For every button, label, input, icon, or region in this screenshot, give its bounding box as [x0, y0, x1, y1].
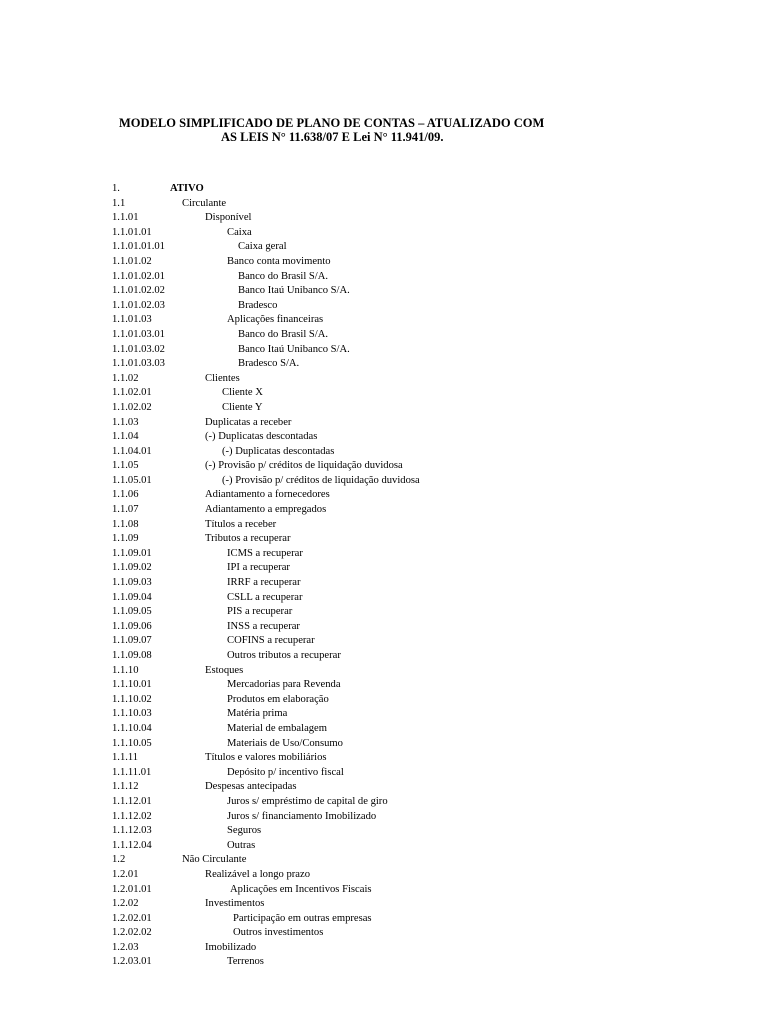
account-code: 1.1.01.02.03 [112, 299, 165, 311]
account-code: 1.1.10.02 [112, 693, 152, 705]
account-row [112, 824, 672, 839]
account-code: 1.1.10 [112, 664, 139, 676]
account-row [112, 401, 672, 416]
account-name: Despesas antecipadas [205, 781, 297, 793]
account-code: 1.2.03 [112, 941, 139, 953]
account-row [112, 182, 672, 197]
account-name: Banco do Brasil S/A. [238, 270, 329, 282]
account-row [112, 839, 672, 854]
account-name: Bradesco S/A. [238, 358, 300, 370]
account-row [112, 284, 672, 299]
account-name: Disponível [205, 212, 252, 224]
account-code: 1.1.01.03.02 [112, 343, 165, 355]
account-row [112, 795, 672, 810]
account-code: 1.1.12.01 [112, 795, 152, 807]
account-row [112, 634, 672, 649]
account-row [112, 955, 672, 970]
account-code: 1.1.02.01 [112, 387, 152, 399]
account-code: 1.1.09.08 [112, 650, 152, 661]
account-row [112, 576, 672, 591]
account-name: IPI a recuperar [227, 562, 290, 574]
account-name: Aplicações financeiras [227, 314, 324, 326]
account-code: 1.1.10.03 [112, 708, 152, 720]
chart-of-accounts [112, 182, 672, 970]
account-name: (-) Duplicatas descontadas [205, 431, 318, 443]
account-row [112, 416, 672, 431]
account-row [112, 561, 672, 576]
account-code: 1.1.06 [112, 489, 139, 501]
account-row [112, 941, 672, 956]
account-row [112, 605, 672, 620]
account-code: 1.1.11.01 [112, 766, 152, 778]
account-name: Banco do Brasil S/A. [238, 328, 329, 340]
account-name: Adiantamento a empregados [205, 504, 327, 516]
account-code: 1.2.02 [112, 898, 139, 910]
account-code: 1.1.03 [112, 416, 139, 428]
account-row [112, 737, 672, 752]
account-name: Clientes [205, 372, 240, 384]
account-code: 1.1.12.03 [112, 825, 152, 837]
account-name: Depósito p/ incentivo fiscal [227, 766, 344, 778]
account-name: COFINS a recuperar [227, 635, 315, 647]
account-name: CSLL a recuperar [227, 591, 303, 603]
account-row [112, 197, 672, 212]
account-name: Investimentos [205, 898, 265, 910]
account-code: 1.1.01.03 [112, 314, 152, 326]
account-row [112, 474, 672, 489]
account-code: 1.1 [112, 197, 126, 209]
account-name: (-) Duplicatas descontadas [222, 445, 335, 457]
account-name: Juros s/ empréstimo de capital de giro [227, 795, 388, 807]
account-code: 1.1.09.07 [112, 635, 152, 647]
account-name: Outras [227, 839, 256, 851]
account-name: Banco conta movimento [227, 255, 331, 267]
account-code: 1.1.01.03.03 [112, 358, 165, 370]
account-row [112, 299, 672, 314]
account-name: (-) Provisão p/ créditos de liquidação duvidosa [222, 474, 420, 486]
account-name: Títulos e valores mobiliários [205, 752, 327, 764]
account-name: Realizável a longo prazo [205, 868, 311, 880]
account-row [112, 372, 672, 387]
account-code: 1.1.01.01 [112, 226, 152, 238]
account-name: PIS a recuperar [227, 606, 293, 618]
account-name: Cliente Y [222, 401, 263, 413]
account-code: 1.1.09.05 [112, 606, 152, 618]
account-row [112, 591, 672, 606]
account-name: Caixa [227, 226, 252, 238]
account-row [112, 488, 672, 503]
account-row [112, 693, 672, 708]
account-row [112, 678, 672, 693]
account-code: 1.1.10.01 [112, 679, 152, 691]
account-row [112, 255, 672, 270]
account-name: Bradesco [238, 299, 278, 311]
account-name: Produtos em elaboração [227, 693, 329, 705]
account-row [112, 810, 672, 825]
account-code: 1.1.08 [112, 518, 139, 530]
account-code: 1.1.07 [112, 504, 139, 516]
account-name: Banco Itaú Unibanco S/A. [238, 343, 350, 355]
account-name: Materiais de Uso/Consumo [227, 737, 343, 749]
account-code: 1.1.10.04 [112, 722, 152, 734]
account-name: ICMS a recuperar [227, 547, 303, 559]
account-row [112, 503, 672, 518]
account-name: INSS a recuperar [227, 620, 300, 632]
account-row [112, 226, 672, 241]
account-row [112, 313, 672, 328]
account-row [112, 649, 672, 664]
account-code: 1.1.10.05 [112, 737, 152, 749]
account-row [112, 270, 672, 285]
account-code: 1.2.02.01 [112, 912, 152, 924]
account-name: Participação em outras empresas [233, 912, 372, 924]
account-code: 1.1.09.03 [112, 577, 152, 589]
account-code: 1. [112, 183, 120, 194]
account-code: 1.1.02.02 [112, 401, 152, 413]
account-name: Cliente X [222, 387, 263, 399]
account-name: Terrenos [227, 956, 264, 968]
account-code: 1.1.09.02 [112, 562, 152, 574]
account-code: 1.1.01.02 [112, 255, 152, 267]
account-row [112, 853, 672, 868]
account-code: 1.1.09.04 [112, 591, 152, 603]
account-row [112, 211, 672, 226]
account-name: Aplicações em Incentivos Fiscais [230, 883, 372, 895]
account-name: Matéria prima [227, 708, 288, 720]
account-code: 1.1.09.06 [112, 620, 152, 632]
account-code: 1.1.04 [112, 431, 139, 443]
title-line-1: MODELO SIMPLIFICADO DE PLANO DE CONTAS – ATUALIZADO COM [119, 116, 545, 130]
account-name: Estoques [205, 664, 244, 676]
account-row [112, 664, 672, 679]
account-row [112, 707, 672, 722]
account-code: 1.1.12 [112, 781, 139, 793]
account-code: 1.1.12.04 [112, 839, 152, 851]
account-name: Juros s/ financiamento Imobilizado [227, 810, 377, 822]
account-name: Mercadorias para Revenda [227, 679, 341, 691]
account-row [112, 518, 672, 533]
account-name: (-) Provisão p/ créditos de liquidação duvidosa [205, 460, 403, 472]
account-name: Imobilizado [205, 941, 257, 953]
account-name: Tributos a recuperar [205, 533, 291, 545]
account-row [112, 751, 672, 766]
account-row [112, 766, 672, 781]
account-code: 1.2.03.01 [112, 956, 152, 968]
account-row [112, 722, 672, 737]
account-code: 1.1.01.03.01 [112, 328, 165, 340]
account-row [112, 430, 672, 445]
account-row [112, 357, 672, 372]
account-row [112, 240, 672, 255]
account-name: ATIVO [170, 183, 204, 194]
account-row [112, 547, 672, 562]
account-row [112, 897, 672, 912]
account-code: 1.1.02 [112, 372, 139, 384]
account-row [112, 883, 672, 898]
title-line-2: AS LEIS N° 11.638/07 E Lei N° 11.941/09. [221, 130, 444, 144]
account-name: Duplicatas a receber [205, 416, 292, 428]
account-name: Adiantamento a fornecedores [205, 489, 330, 501]
account-code: 1.2.01.01 [112, 883, 152, 895]
account-code: 1.1.01.02.02 [112, 285, 165, 297]
account-row [112, 912, 672, 927]
account-row [112, 926, 672, 941]
account-code: 1.1.01 [112, 212, 139, 224]
account-name: Material de embalagem [227, 722, 328, 734]
account-code: 1.1.05 [112, 460, 139, 472]
account-name: Seguros [227, 825, 262, 837]
account-row [112, 780, 672, 795]
account-name: Circulante [182, 197, 227, 209]
account-row [112, 868, 672, 883]
account-code: 1.1.11 [112, 752, 139, 764]
account-name: Caixa geral [238, 241, 287, 253]
account-code: 1.2.01 [112, 868, 139, 880]
account-row [112, 445, 672, 460]
account-row [112, 386, 672, 401]
account-name: Banco Itaú Unibanco S/A. [238, 285, 350, 297]
account-row [112, 328, 672, 343]
account-code: 1.1.09 [112, 533, 139, 545]
account-name: Não Circulante [182, 854, 247, 866]
account-code: 1.2 [112, 854, 126, 866]
account-row [112, 343, 672, 358]
account-code: 1.1.09.01 [112, 547, 152, 559]
account-row [112, 532, 672, 547]
account-code: 1.1.05.01 [112, 474, 152, 486]
account-name: Títulos a receber [205, 518, 277, 530]
account-row [112, 459, 672, 474]
account-code: 1.1.12.02 [112, 810, 152, 822]
account-code: 1.1.01.01.01 [112, 241, 165, 253]
account-name: IRRF a recuperar [227, 577, 301, 589]
account-code: 1.1.01.02.01 [112, 270, 165, 282]
account-code: 1.2.02.02 [112, 927, 152, 939]
account-name: Outros tributos a recuperar [227, 650, 341, 661]
account-name: Outros investimentos [233, 927, 324, 939]
account-row [112, 620, 672, 635]
account-code: 1.1.04.01 [112, 445, 152, 457]
